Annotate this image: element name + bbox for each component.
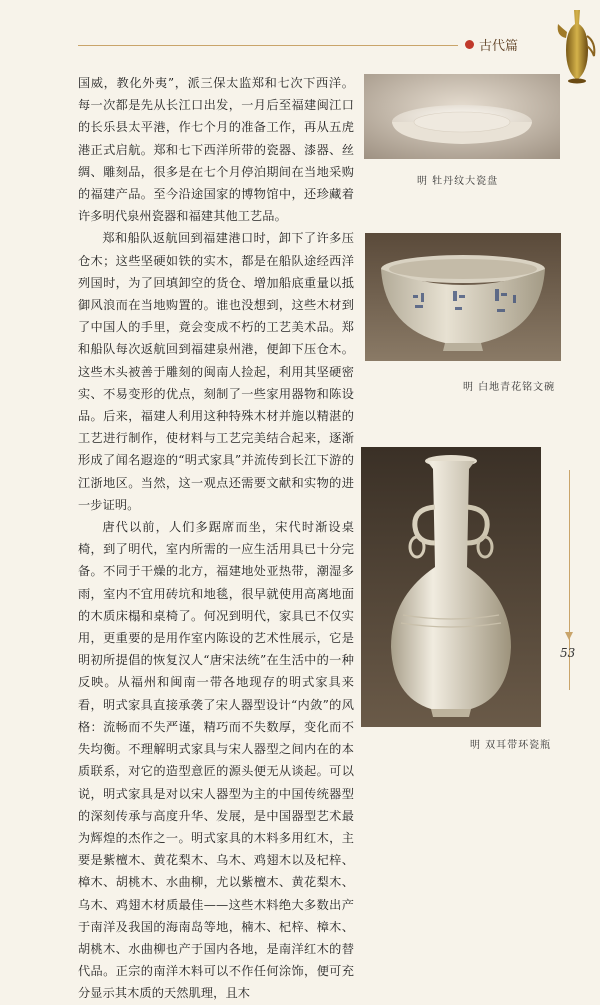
bullet-dot-icon	[465, 40, 474, 49]
figure-caption: 明 白地青花铭文碗	[463, 382, 556, 393]
bowl-photo	[365, 233, 561, 361]
glazed-ewer-icon	[554, 6, 598, 86]
section-header	[465, 34, 518, 54]
plate-photo	[364, 74, 560, 159]
section-title: 古代篇	[479, 38, 519, 54]
vase-photo	[361, 447, 541, 727]
paragraph: 郑和船队返航回到福建港口时，卸下了许多压仓木；这些坚硬如铁的实木，都是在船队途经西洋列国时，为了回填卸空的货仓、增加船底重量以抵御风浪而在当地购置的。谁也没想到，这些木材到了中国人的手里，竟会变成不朽的工艺美术品。郑和船队每次返航回到福建泉州港，便卸下压仓木。这些木头被善于雕刻的闽南人捡起，利用其坚硬密实、不易变形的优点，刻制了一些家用器物和陈设品。后来，福建人利用这种特殊木材并施以精湛的工艺进行制作，使材料与工艺完美结合起来，逐渐形成了闻名遐迩的“明式家具”并流传到长江下游的江浙地区。当然，这一观点还需要文献和实物的进一步证明。	[78, 231, 354, 512]
figure-caption: 明 牡丹纹大瓷盘	[417, 176, 499, 187]
header-rule	[78, 45, 458, 46]
page-number: 53	[560, 646, 576, 660]
figure-caption: 明 双耳带环瓷瓶	[470, 740, 552, 751]
paragraph: 国威，教化外夷”，派三保太监郑和七次下西洋。每一次都是先从长江口出发，一月后至福建闽江口的长乐县太平港，作七个月的准备工作，再从五虎港正式启航。郑和七下西洋所带的瓷器、漆器、丝绸、雕刻品，很多是在七个月停泊期间在当地采购的福建产品。至今沿途国家的博物馆中，还珍藏着许多明代泉州瓷器和福建其他工艺品。	[78, 76, 354, 224]
paragraph: 唐代以前，人们多踞席而坐，宋代时渐设桌椅，到了明代，室内所需的一应生活用具已十分完备。不同于干燥的北方，福建地处亚热带，潮湿多雨，室内不宜用砖坑和地毯，很早就使用高离地面的木质床榻和桌椅了。何况到明代，家具已不仅实用，更重要的是用作室内陈设的艺术性展示，它是明初所提倡的恢复汉人“唐宋法统”在生活中的一种反映。从福州和闽南一带各地现存的明式家具来看，明式家具直接承袭了宋人器型设计“内敛”的风格：流畅而不失严谨，精巧而不失数厚，变化而不失均衡。不理解明式家具与宋人器型之间内在的本质联系，对它的造型意匠的源头便无从谈起。可以说，明式家具是对以宋人器型为主的中国传统器型的深刻传承与高度升华、发展，是中国器型艺术最为辉煌的杰作之一。明式家具的木料多用红木，主要是紫檀木、黄花梨木、乌木、鸡翅木以及杞梓、樟木、胡桃木、水曲柳，尤以紫檀木、黄花梨木、乌木、鸡翅木材质最佳——这些木料绝大多数出产于南洋及我国的海南岛等地，楠木、杞梓、樟木、胡桃木、水曲柳也产于国内各地，是南洋红木的替代品。正宗的南洋木料可以不作任何涂饰，便可充分显示其木质的天然肌理，且木	[78, 520, 354, 1001]
page-marker-arrow-icon	[565, 632, 573, 640]
body-text	[78, 72, 354, 1005]
